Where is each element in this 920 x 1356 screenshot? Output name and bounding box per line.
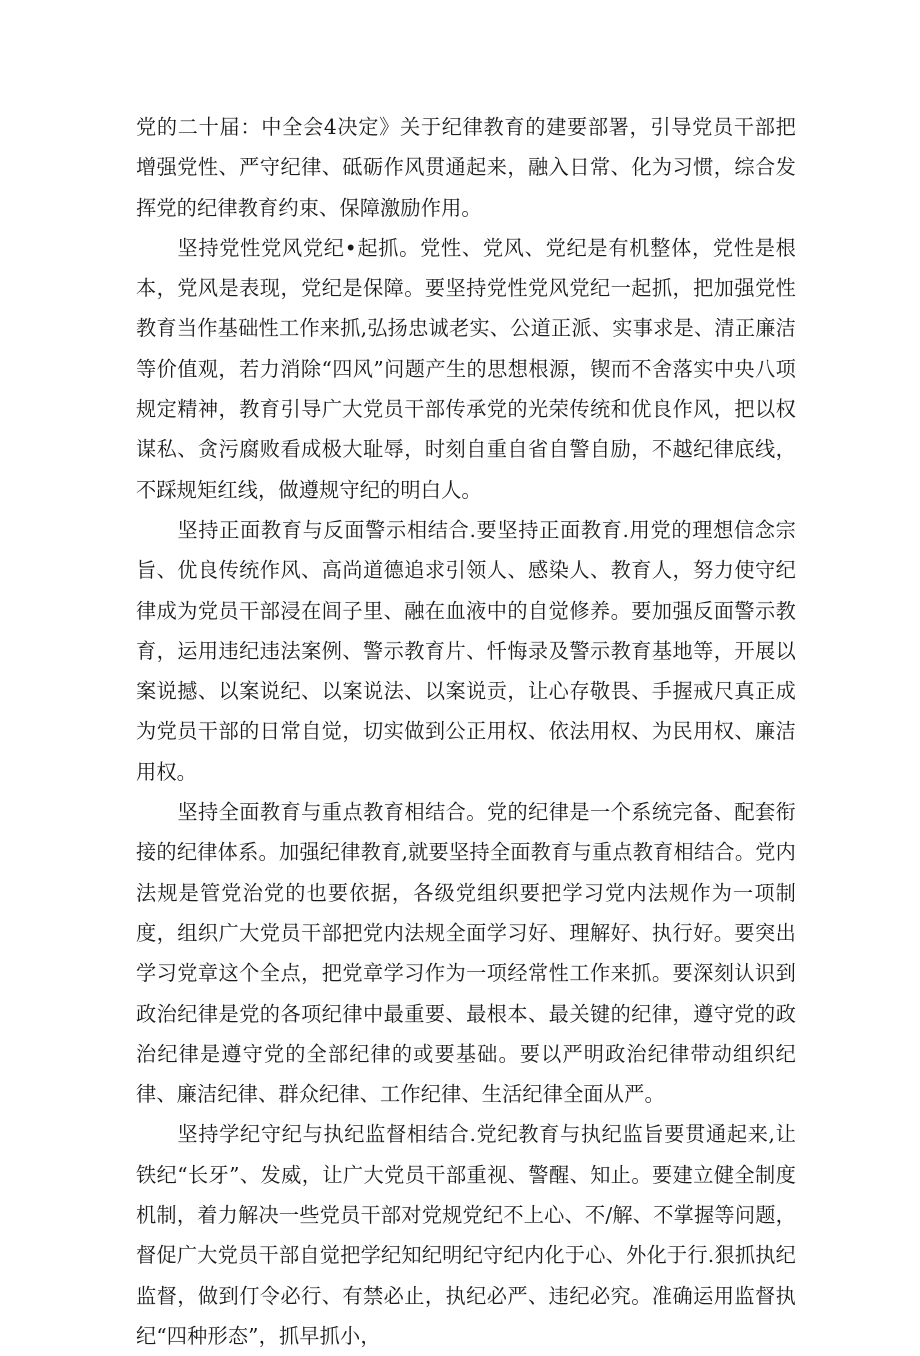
paragraph-positive-negative-education: 坚持正面教育与反面警示相结合.要坚持正面教育.用党的理想信念宗旨、优良传统作风、高尚道德追求引领人、感染人、教育人，努力使守纪律成为党员干部浸在闾子里、融在血液中的自觉修养。要加强反面警示教育，运用违纪违法案例、警示教育片、忏悔录及警示教育基地等，开展以案说撼、以案说纪、以案说法、以案说贡，让心存敬畏、手握戒尺真正成为党员干部的日常自觉，切实做到公正用权、依法用权、为民用权、廉洁用权。 (136, 517, 796, 784)
paragraph-discipline-supervision: 坚持学纪守纪与执纪监督相结合.党纪教育与执纪监旨要贯通起来,让铁纪“长牙”、发威，让广大党员干部重视、警醒、知止。要建立健全制度机制，着力解决一些党员干部对党规党纪不上心、不/解、不掌握等问题，督促广大党员干部自觉把学纪知纪明纪守纪内化于心、外化于行.狠抓执纪监督，做到仃令必行、有禁必止，执纪必严、违纪必究。准确运用监督执纪“四种形态”，抓早抓小， (136, 1122, 796, 1348)
paragraph-party-spirit: 坚持党性党风党纪•起抓。党性、党风、党纪是有机整体，党性是根本，党风是表现，党纪是保障。要坚持党性党风党纪一起抓，把加强党性教育当作基础性工作来抓,弘扬忠诚老实、公道正派、实事求是、清正廉洁等价值观，若力消除“四风”问题产生的思想根源，锲而不舍落实中央八项规定精神，教育引导广大党员干部传承党的光荣传统和优良作风，把以权谋私、贪污腐败看成极大耻辱，时刻自重自省自警自励，不越纪律底线，不踩规矩红线，做遵规守纪的明白人。 (136, 235, 796, 502)
paragraph-continuation: 党的二十届：中全会4决定》关于纪律教育的建要部署，引导党员干部把增强党性、严守纪律、砥砺作风贯通起来，融入日常、化为习惯，综合发挥党的纪律教育约束、保障激励作用。 (136, 115, 796, 220)
document-body (136, 107, 796, 1356)
paragraph-comprehensive-key-education: 坚持全面教育与重点教育相结合。党的纪律是一个系统完备、配套衔接的纪律体系。加强纪律教育,就要坚持全面教育与重点教育相结合。党内法规是管党治党的也要依据，各级党组织要把学习党内法规作为一项制度，组织广大党员干部把党内法规全面学习好、理解好、执行好。要突出学习党章这个全点，把党章学习作为一项经常性工作来抓。要深刻认识到政治纪律是党的各项纪律中最重要、最根本、最关键的纪律，遵守党的政治纪律是遵守党的全部纪律的或要基础。要以严明政治纪律带动组织纪律、廉洁纪律、群众纪律、工作纪律、生活纪律全面从严。 (136, 800, 796, 1107)
